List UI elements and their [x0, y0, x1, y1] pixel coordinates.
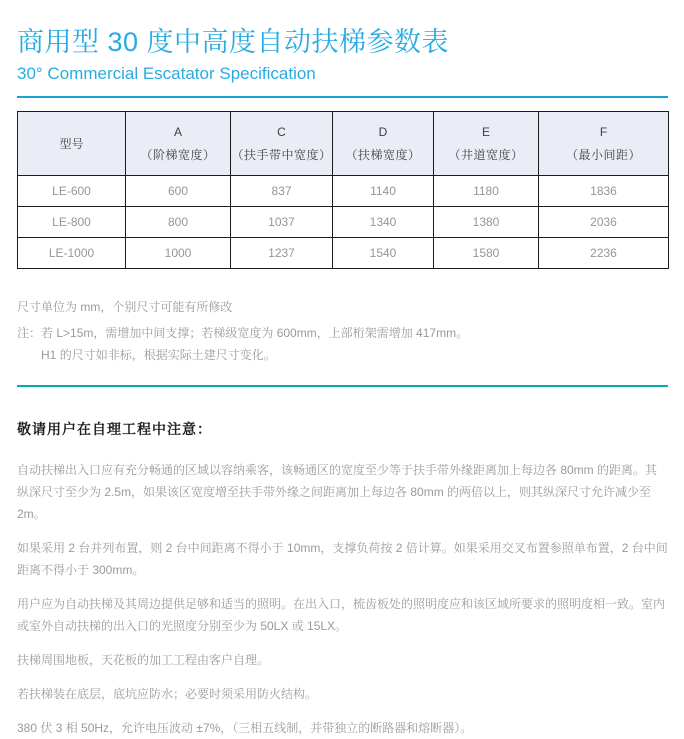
model-cell: LE-1000 — [18, 238, 126, 269]
value-cell: 1000 — [126, 238, 231, 269]
value-cell: 800 — [126, 207, 231, 238]
paragraph-entrance-area: 自动扶梯出入口应有充分畅通的区域以容纳乘客，该畅通区的宽度至少等于扶手带外缘距离加上每边各 80mm 的距离。其纵深尺寸至少为 2.5m，如果该区宽度增至扶手带外缘之间距离加上每边各 80mm 的两倍以上，则其纵深尺寸允许减少至 2m。 — [17, 463, 658, 521]
value-cell: 2236 — [539, 238, 669, 269]
table-header-row — [18, 112, 669, 176]
value-cell: 1380 — [434, 207, 539, 238]
paragraph-power-supply: 380 伏 3 相 50Hz，允许电压波动 ±7%，（三相五线制，并带独立的断路器和熔断器）。 — [17, 721, 473, 735]
column-header-c — [231, 112, 333, 176]
value-cell: 1140 — [333, 176, 434, 207]
column-sub-label: （扶手带中宽度） — [231, 147, 332, 162]
table-row — [18, 176, 669, 207]
note-body — [41, 322, 468, 366]
spec-table — [17, 111, 669, 269]
column-letter: C — [277, 124, 286, 139]
column-letter: F — [599, 124, 608, 139]
model-cell: LE-600 — [18, 176, 126, 207]
column-sub-label: （阶梯宽度） — [140, 147, 216, 162]
unit-note: 尺寸单位为 mm，个别尺寸可能有所修改 — [17, 300, 233, 314]
notes-section — [17, 296, 668, 366]
paragraph-lighting: 用户应为自动扶梯及其周边提供足够和适当的照明。在出入口，梳齿板处的照明度应和该区域所要求的照明度相一致。室内或室外自动扶梯的出入口的光照度分别至少为 50LX 或 15LX。 — [17, 597, 666, 633]
value-cell: 600 — [126, 176, 231, 207]
column-sub-label: （最小间距） — [565, 147, 641, 162]
table-row — [18, 238, 669, 269]
note-line-1: 若 L>15m，需增加中间支撑；若梯级宽度为 600mm，上部桁架需增加 417mm。 — [41, 326, 469, 340]
title-divider — [17, 96, 668, 98]
paragraph-waterproof: 若扶梯装在底层，底坑应防水；必要时须采用防火结构。 — [17, 687, 318, 701]
column-letter: E — [481, 124, 490, 139]
column-header-model: 型号 — [18, 112, 126, 176]
page-subtitle: 30° Commercial Escatator Specification — [17, 64, 316, 83]
column-header-f — [539, 112, 669, 176]
value-cell: 1237 — [231, 238, 333, 269]
attention-heading: 敬请用户在自理工程中注意： — [17, 421, 212, 437]
column-header-e — [434, 112, 539, 176]
value-cell: 837 — [231, 176, 333, 207]
paragraph-parallel-layout: 如果采用 2 台并列布置，则 2 台中间距离不得小于 10mm，支撑负荷按 2 倍计算。如果采用交叉布置参照单布置，2 台中间距离不得小于 300mm。 — [17, 541, 668, 577]
value-cell: 1540 — [333, 238, 434, 269]
column-header-a — [126, 112, 231, 176]
column-letter: D — [378, 124, 388, 139]
model-cell: LE-800 — [18, 207, 126, 238]
note-label: 注： — [17, 326, 42, 340]
column-letter: A — [173, 124, 182, 139]
note-row — [17, 322, 668, 366]
value-cell: 2036 — [539, 207, 669, 238]
value-cell: 1037 — [231, 207, 333, 238]
value-cell: 1180 — [434, 176, 539, 207]
section-divider — [17, 385, 668, 387]
value-cell: 1580 — [434, 238, 539, 269]
paragraph-floor-ceiling: 扶梯周围地板，天花板的加工工程由客户自理。 — [17, 653, 270, 667]
column-header-d — [333, 112, 434, 176]
attention-paragraphs — [17, 459, 668, 739]
table-row — [18, 207, 669, 238]
note-line-2: H1 的尺寸如非标，根据实际土建尺寸变化。 — [41, 348, 276, 362]
value-cell: 1340 — [333, 207, 434, 238]
value-cell: 1836 — [539, 176, 669, 207]
page-title: 商用型 30 度中高度自动扶梯参数表 — [17, 27, 450, 57]
column-sub-label: （井道宽度） — [448, 147, 524, 162]
column-sub-label: （扶梯宽度） — [345, 147, 421, 162]
